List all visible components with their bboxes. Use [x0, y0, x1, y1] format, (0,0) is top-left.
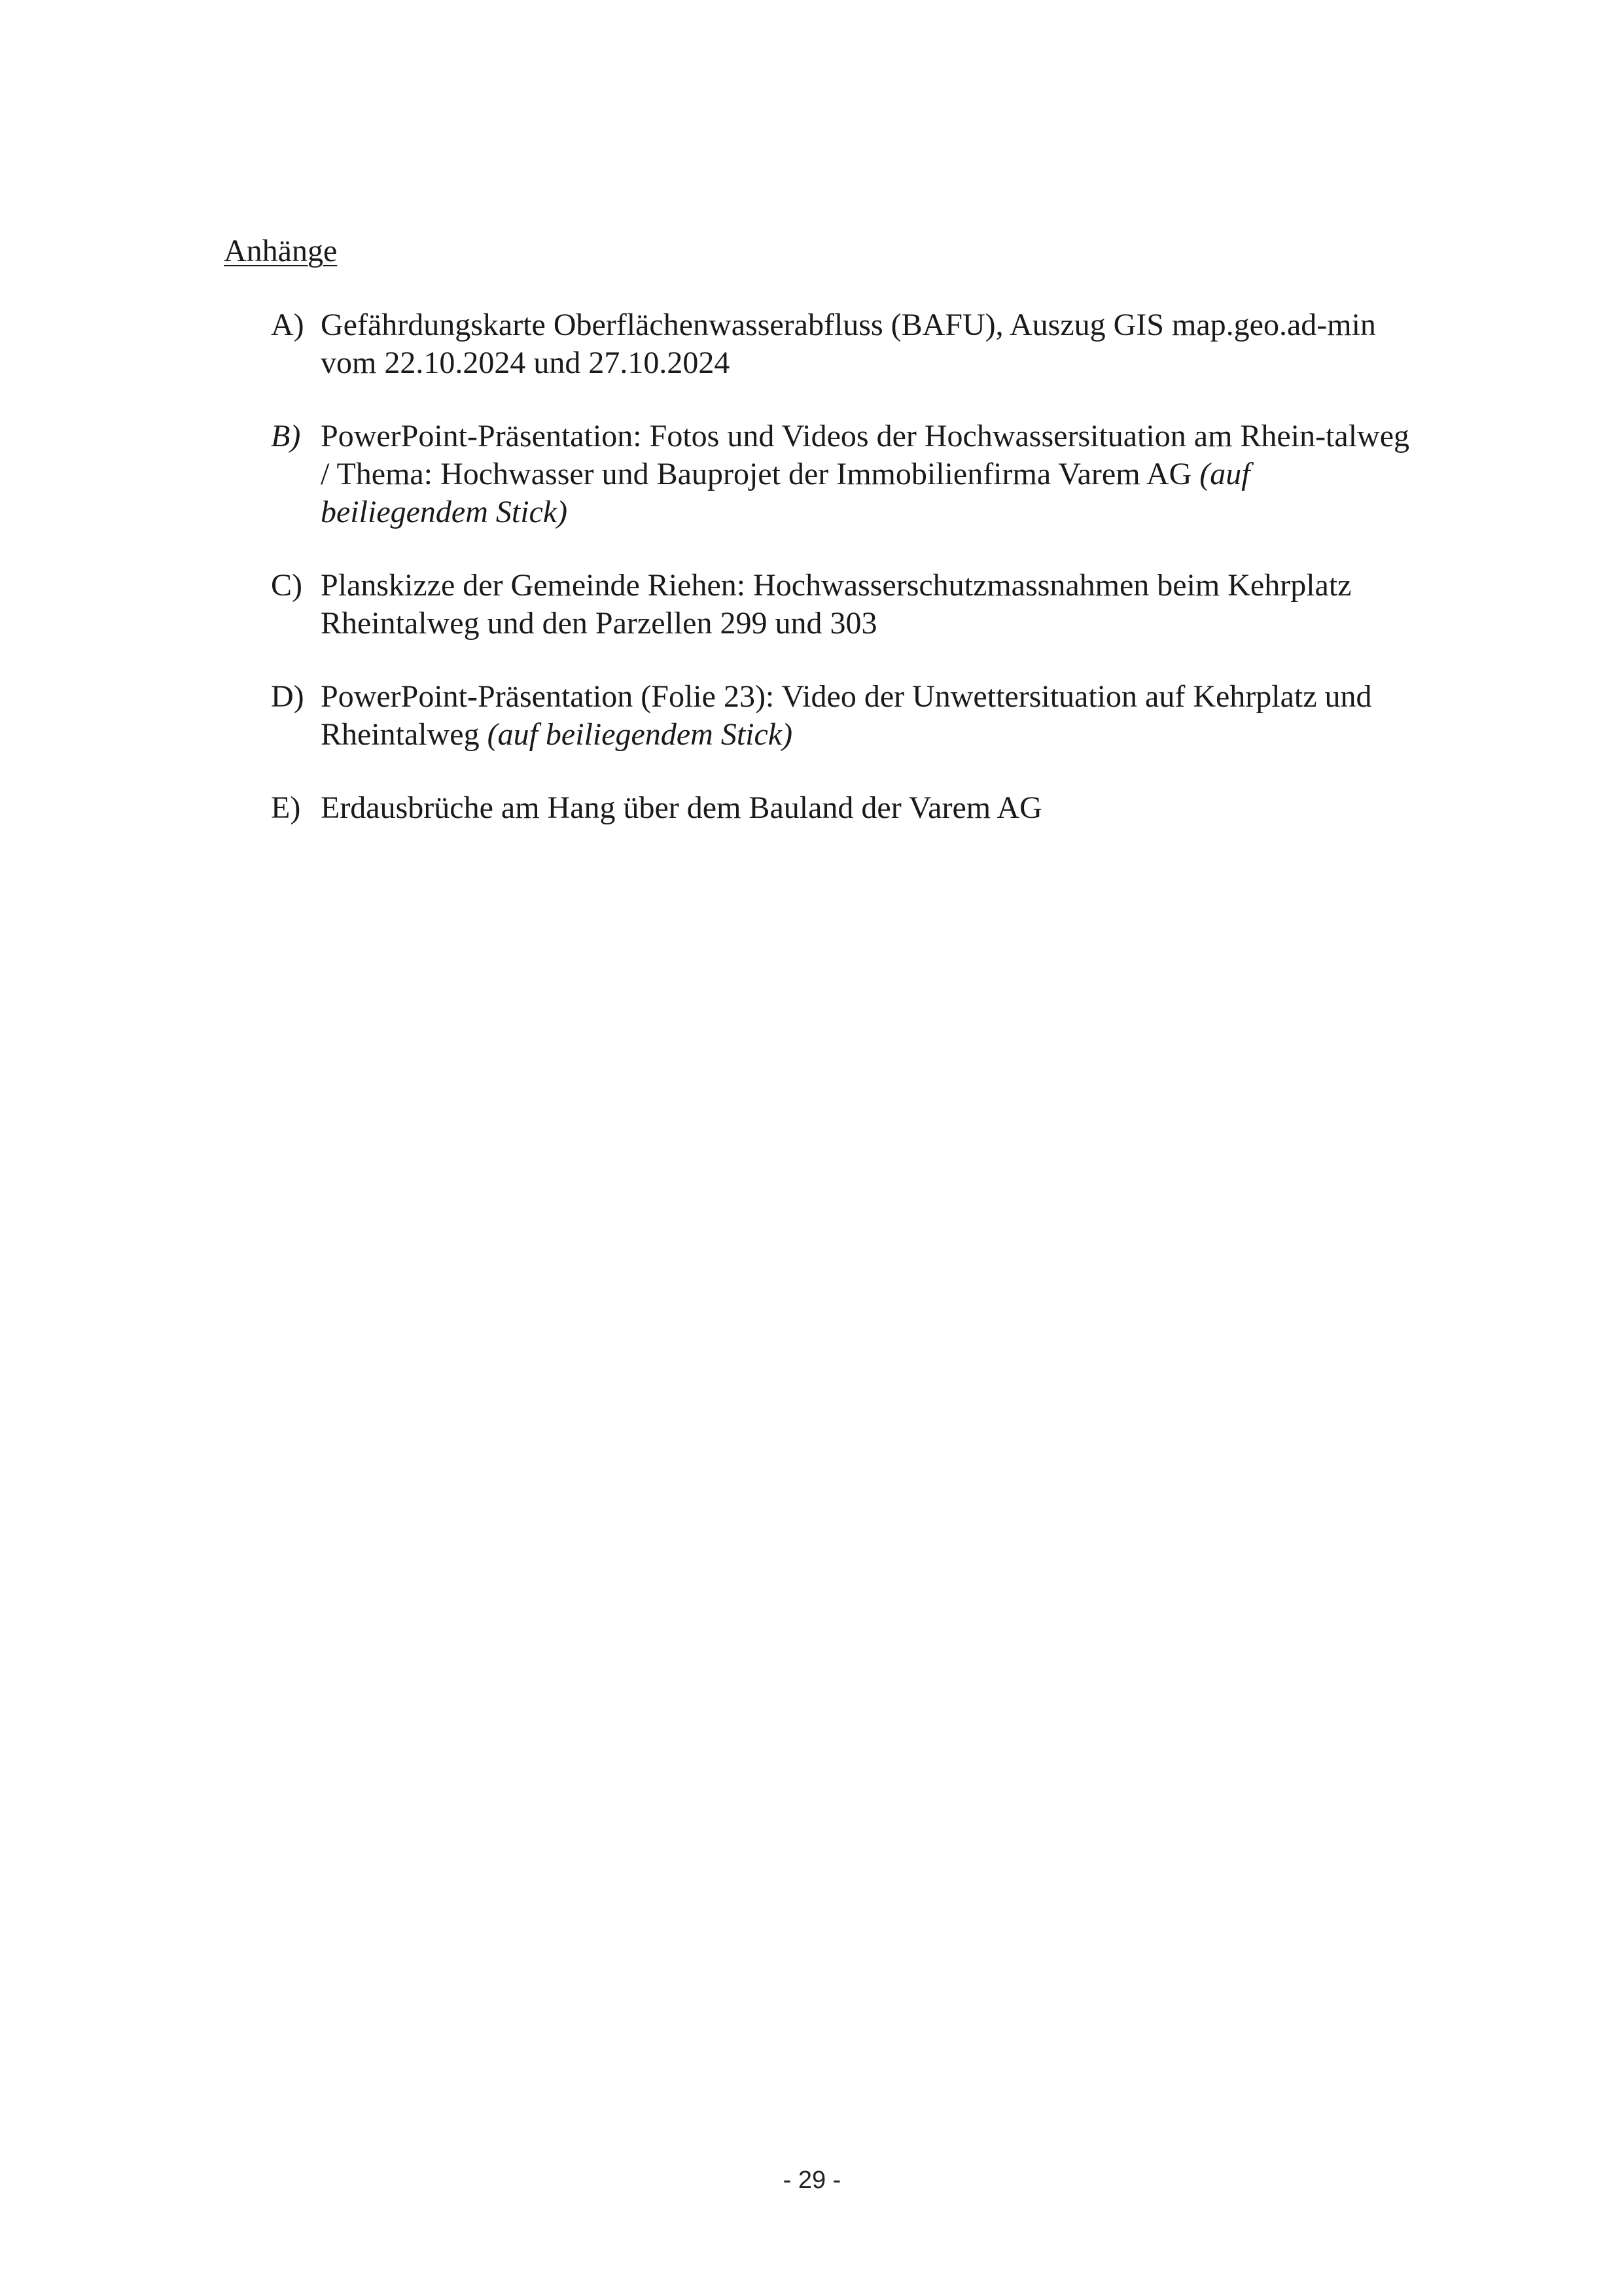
list-marker: D) [271, 679, 304, 714]
appendix-text: Planskizze der Gemeinde Riehen: Hochwasserschutzmassnahmen beim Kehrplatz Rheintalweg und den Parzellen 299 und 303 [321, 568, 1352, 641]
appendix-item-b [271, 417, 1422, 531]
appendix-list [271, 306, 1422, 862]
appendix-item-a [271, 306, 1422, 382]
section-heading: Anhänge [224, 234, 338, 268]
appendix-text: PowerPoint-Präsentation (Folie 23): Video der Unwettersituation auf Kehrplatz und Rheintalweg [321, 679, 1372, 752]
appendix-note: (auf beiliegendem Stick) [487, 717, 793, 752]
page-number: - 29 - [783, 2166, 841, 2194]
list-marker: C) [271, 568, 302, 603]
list-marker: B) [271, 419, 301, 453]
appendix-item-d [271, 678, 1422, 754]
appendix-item-c [271, 567, 1422, 643]
appendix-item-e [271, 789, 1422, 827]
list-marker: E) [271, 790, 301, 825]
list-marker: A) [271, 308, 304, 342]
appendix-text: Erdausbrüche am Hang über dem Bauland der Varem AG [321, 790, 1042, 825]
appendix-note: (auf beiliegendem Stick) [321, 457, 1250, 529]
appendix-text: Gefährdungskarte Oberflächenwasserabfluss (BAFU), Auszug GIS map.geo.ad-min vom 22.10.2024 und 27.10.2024 [321, 308, 1376, 380]
appendix-text: PowerPoint-Präsentation: Fotos und Videos der Hochwassersituation am Rhein-talweg / Thema: Hochwasser und Bauprojet der Immobilienfirma Varem AG [321, 419, 1409, 491]
